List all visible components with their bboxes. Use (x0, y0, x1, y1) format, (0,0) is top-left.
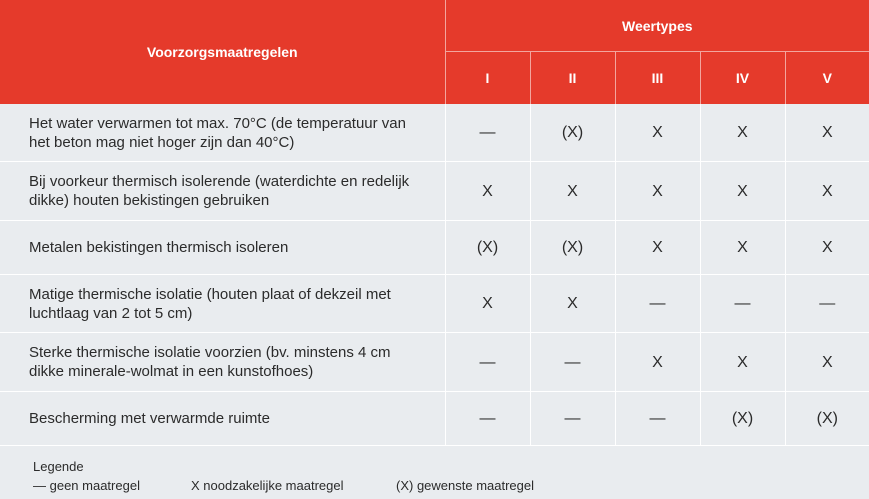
measures-column-header: Voorzorgsmaatregelen (0, 0, 445, 104)
table-row (0, 333, 869, 392)
value-cell: (X) (785, 392, 869, 446)
value-cell: — (445, 333, 530, 392)
measure-cell: Het water verwarmen tot max. 70°C (de temperatuur van het beton mag niet hoger zijn dan 40°C) (0, 104, 445, 162)
value-cell: X (785, 104, 869, 162)
type-header-v: V (785, 52, 869, 105)
weather-types-group-header: Weertypes (445, 0, 869, 52)
measure-cell: Bescherming met verwarmde ruimte (0, 392, 445, 446)
header-row-top (0, 0, 869, 52)
value-cell: — (445, 104, 530, 162)
value-cell: (X) (445, 221, 530, 275)
value-cell: X (785, 333, 869, 392)
legend (33, 457, 534, 495)
table-row (0, 275, 869, 333)
value-cell: X (530, 275, 615, 333)
value-cell: X (700, 333, 785, 392)
value-cell: (X) (700, 392, 785, 446)
value-cell: — (785, 275, 869, 333)
value-cell: X (530, 162, 615, 221)
measure-cell: Bij voorkeur thermisch isolerende (waterdichte en redelijk dikke) houten bekistingen gebruiken (0, 162, 445, 221)
value-cell: — (530, 392, 615, 446)
value-cell: (X) (530, 104, 615, 162)
value-cell: — (615, 392, 700, 446)
value-cell: X (615, 221, 700, 275)
type-header-iv: IV (700, 52, 785, 105)
table-row (0, 392, 869, 446)
value-cell: — (615, 275, 700, 333)
type-header-ii: II (530, 52, 615, 105)
value-cell: X (445, 275, 530, 333)
legend-item-no-measure: — geen maatregel (33, 478, 140, 493)
legend-items (33, 476, 534, 495)
value-cell: X (700, 162, 785, 221)
value-cell: — (445, 392, 530, 446)
value-cell: — (530, 333, 615, 392)
legend-title: Legende (33, 459, 84, 474)
legend-item-desired-measure: (X) gewenste maatregel (396, 478, 535, 493)
value-cell: X (700, 104, 785, 162)
measure-cell: Matige thermische isolatie (houten plaat of dekzeil met luchtlaag van 2 tot 5 cm) (0, 275, 445, 333)
value-cell: X (615, 104, 700, 162)
measure-cell: Metalen bekistingen thermisch isoleren (0, 221, 445, 275)
value-cell: X (615, 333, 700, 392)
type-header-i: I (445, 52, 530, 105)
legend-item-required-measure: X noodzakelijke maatregel (191, 478, 344, 493)
value-cell: X (700, 221, 785, 275)
table-row (0, 104, 869, 162)
table-row (0, 221, 869, 275)
value-cell: X (785, 162, 869, 221)
table-row (0, 162, 869, 221)
value-cell: X (445, 162, 530, 221)
type-header-iii: III (615, 52, 700, 105)
value-cell: X (615, 162, 700, 221)
measure-cell: Sterke thermische isolatie voorzien (bv. minstens 4 cm dikke minerale-wolmat in een kunstofhoes) (0, 333, 445, 392)
value-cell: (X) (530, 221, 615, 275)
value-cell: X (785, 221, 869, 275)
value-cell: — (700, 275, 785, 333)
